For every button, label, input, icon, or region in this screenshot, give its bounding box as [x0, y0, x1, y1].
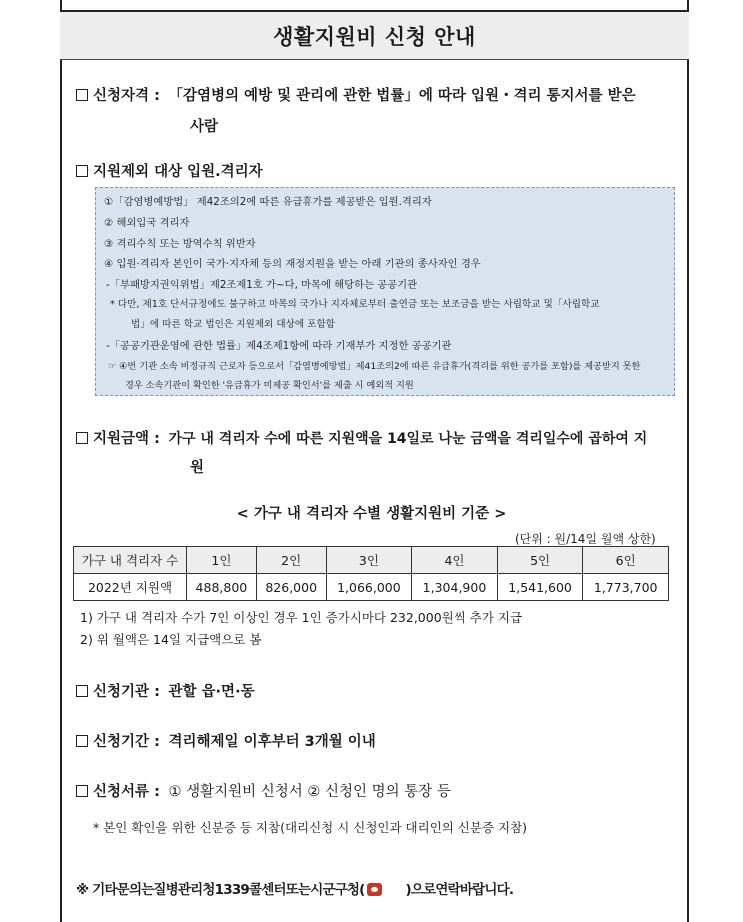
checkbox-icon	[76, 785, 88, 797]
table-cell: 1,541,600	[497, 574, 583, 601]
documents-text: ① 생활지원비 신청서 ② 신청인 명의 통장 등	[168, 784, 451, 800]
table-unit: (단위 : 원/14일 월액 상한)	[515, 532, 656, 546]
table-header-cell: 1인	[187, 547, 257, 574]
page-title-text: 생활지원비 신청 안내	[273, 24, 476, 49]
table-header-cell: 6인	[583, 547, 669, 574]
agency-text: 관할 읍·면·동	[168, 684, 255, 700]
table-header-label: 가구 내 격리자 수	[74, 547, 187, 574]
exclusion-item: -「공공기관운영에 관한 법률」제4조제1항에 따라 기재부가 지정한 공공기관	[106, 340, 452, 352]
footer-contact	[76, 878, 513, 898]
checkbox-icon	[76, 685, 88, 697]
table-cell: 1,304,900	[412, 574, 498, 601]
period-section	[76, 728, 376, 756]
documents-section	[76, 778, 451, 806]
table-header-cell: 2인	[256, 547, 326, 574]
agency-section	[76, 678, 255, 706]
amount-section	[76, 425, 647, 453]
eligibility-section	[76, 82, 636, 110]
table-header-cell: 4인	[412, 547, 498, 574]
documents-label: 신청서류 :	[93, 784, 160, 800]
exclusion-item: * 다만, 제1호 단서규정에도 불구하고 마목의 국가나 지자체로부터 출연금 또는 보조금을 받는 사립학교 및「사립학교	[110, 299, 600, 310]
checkbox-icon	[76, 165, 88, 177]
amount-label: 지원금액 :	[93, 431, 160, 447]
table-row-label: 2022년 지원액	[74, 574, 187, 601]
agency-label: 신청기관 :	[93, 684, 160, 700]
footer-text-2: )으로연락바랍니다.	[405, 882, 514, 898]
exclusion-item: ☞ ④번 기관 소속 비정규직 근로자 등으로서「감염병예방법」제41조의2에 따른 유급휴가(격리를 위한 공가를 포함)를 제공받지 못한	[108, 361, 641, 372]
table-cell: 826,000	[256, 574, 326, 601]
table-cell: 1,066,000	[326, 574, 412, 601]
exclusion-label: 지원제외 대상 입원.격리자	[93, 164, 263, 180]
exclusion-note-box	[95, 187, 675, 396]
table-row	[74, 574, 669, 601]
checkbox-icon	[76, 735, 88, 747]
table-header-cell: 5인	[497, 547, 583, 574]
checkbox-icon	[76, 89, 88, 101]
exclusion-item: ③ 격리수칙 또는 방역수칙 위반자	[104, 238, 256, 250]
page-title	[60, 10, 689, 60]
table-header-cell: 3인	[326, 547, 412, 574]
amount-text: 가구 내 격리자 수에 따른 지원액을 14일로 나눈 금액을 격리일수에 곱하여 지	[168, 431, 648, 447]
exclusion-item: 경우 소속기관이 확인한 '유급휴가 미제공 확인서'를 제출 시 예외적 지원	[125, 380, 414, 391]
footer-text-1: ※ 기타문의는질병관리청1339콜센터또는시군구청(	[76, 882, 365, 898]
eligibility-label: 신청자격 :	[93, 88, 160, 104]
period-text: 격리해제일 이후부터 3개월 이내	[168, 734, 376, 750]
table-title: < 가구 내 격리자 수별 생활지원비 기준 >	[236, 506, 507, 522]
support-amount-table	[73, 546, 669, 601]
footnote: 1) 가구 내 격리자 수가 7인 이상인 경우 1인 증가시마다 232,000원씩 추가 지급	[80, 610, 523, 625]
footnote: 2) 위 월액은 14일 지급액으로 봄	[80, 632, 262, 647]
exclusion-item: -「부패방지권익위법」제2조제1호 가~다, 마목에 해당하는 공공기관	[106, 279, 418, 291]
period-label: 신청기간 :	[93, 734, 160, 750]
id-note: * 본인 확인을 위한 신분증 등 지참(대리신청 시 신청인과 대리인의 신분증 지참)	[93, 820, 528, 835]
table-cell: 488,800	[187, 574, 257, 601]
table-cell: 1,773,700	[583, 574, 669, 601]
exclusion-section	[76, 158, 263, 186]
eligibility-text: 「감염병의 예방 및 관리에 관한 법률」에 따라 입원・격리 통지서를 받은	[168, 88, 636, 104]
exclusion-item: ④ 입원·격리자 본인이 국가·지자체 등의 재정지원을 받는 아래 기관의 종사자인 경우	[104, 258, 481, 270]
exclusion-item: ② 해외입국 격리자	[104, 217, 190, 229]
eligibility-text-cont: 사람	[190, 119, 219, 135]
table-header-row	[74, 547, 669, 574]
exclusion-item: ①「감염병예방법」 제42조의2에 따른 유급휴가를 제공받은 입원.격리자	[104, 196, 432, 208]
phone-icon	[367, 883, 382, 896]
amount-text-cont: 원	[190, 460, 205, 476]
checkbox-icon	[76, 432, 88, 444]
exclusion-item: 법」에 따른 학교 법인은 지원제외 대상에 포함함	[131, 319, 335, 330]
